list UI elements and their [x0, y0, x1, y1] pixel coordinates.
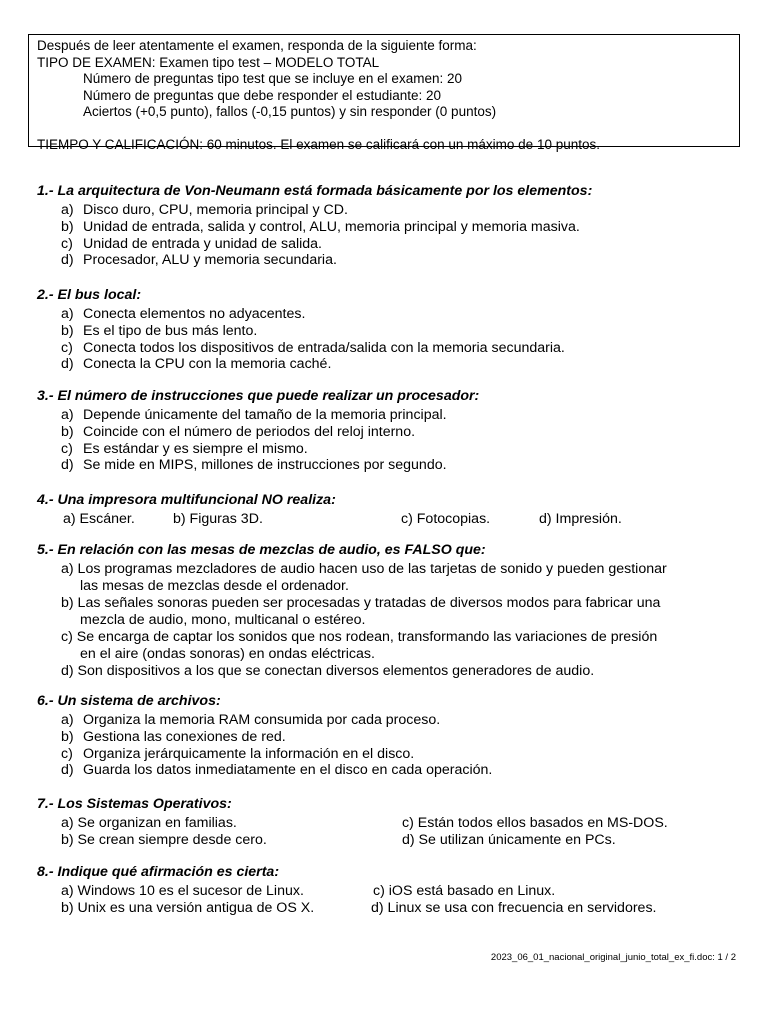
- question-title: 3.- El número de instrucciones que puede realizar un procesador:: [37, 388, 480, 404]
- answer-option[interactable]: b) Unix es una versión antigua de OS X.: [61, 900, 315, 916]
- question-title: 1.- La arquitectura de Von-Neumann está formada básicamente por los elementos:: [37, 183, 593, 199]
- answer-row: [37, 900, 747, 917]
- answer-option[interactable]: c) Conecta todos los dispositivos de entrada/salida con la memoria secundaria.: [61, 339, 565, 356]
- instructions-box: [28, 34, 740, 152]
- answer-option[interactable]: c) Es estándar y es siempre el mismo.: [61, 440, 308, 457]
- answer-option[interactable]: d) Linux se usa con frecuencia en servidores.: [371, 900, 657, 916]
- answer-option[interactable]: b) Figuras 3D.: [173, 511, 263, 527]
- answer-option[interactable]: a) Conecta elementos no adyacentes.: [61, 306, 306, 322]
- question-title: 5.- En relación con las mesas de mezclas de audio, es FALSO que:: [37, 542, 486, 558]
- answer-option[interactable]: b) Las señales sonoras pueden ser procesadas y tratadas de diversos modos para fabricar una mezcla de audio, mono, multicanal o estéreo.: [61, 595, 661, 628]
- question-title: 7.- Los Sistemas Operativos:: [37, 796, 232, 812]
- answer-option[interactable]: a) Windows 10 es el sucesor de Linux.: [61, 883, 304, 899]
- question-title: 8.- Indique qué afirmación es cierta:: [37, 864, 280, 880]
- answer-option[interactable]: d) Se mide en MIPS, millones de instrucciones por segundo.: [61, 457, 447, 474]
- question-6: [37, 692, 747, 779]
- answer-option[interactable]: a) Disco duro, CPU, memoria principal y CD.: [61, 202, 348, 218]
- answer-option[interactable]: c) iOS está basado en Linux.: [373, 883, 556, 899]
- question-7: [37, 795, 747, 849]
- question-5: [37, 541, 747, 680]
- question-3: [37, 387, 747, 474]
- answer-row: [37, 511, 747, 528]
- answer-option[interactable]: c) Están todos ellos basados en MS-DOS.: [402, 815, 668, 831]
- answer-option[interactable]: b) Se crean siempre desde cero.: [61, 832, 267, 848]
- question-8: [37, 863, 747, 917]
- answer-option[interactable]: d) Conecta la CPU con la memoria caché.: [61, 356, 332, 373]
- answer-option[interactable]: d) Se utilizan únicamente en PCs.: [402, 832, 616, 848]
- answer-option[interactable]: c) Se encarga de captar los sonidos que nos rodean, transformando las variaciones de presión en el aire (ondas sonoras) en ondas eléctricas.: [61, 629, 658, 662]
- answer-option[interactable]: b) Es el tipo de bus más lento.: [61, 322, 258, 339]
- answer-option[interactable]: a) Escáner.: [63, 511, 135, 527]
- question-1: [37, 182, 747, 269]
- answer-option[interactable]: d) Impresión.: [539, 511, 622, 527]
- page-footer: 2023_06_01_nacional_original_junio_total_ex_fi.doc: 1 / 2: [490, 952, 736, 963]
- answer-option[interactable]: d) Procesador, ALU y memoria secundaria.: [61, 252, 337, 269]
- exam-type: TIPO DE EXAMEN: Examen tipo test – MODELO TOTAL: [37, 54, 380, 70]
- time-and-grading: TIEMPO Y CALIFICACIÓN: 60 minutos. El examen se calificará con un máximo de 10 puntos.: [37, 136, 600, 152]
- instructions-line: Después de leer atentamente el examen, responda de la siguiente forma:: [37, 38, 477, 53]
- question-4: [37, 491, 747, 528]
- scoring-rules: Aciertos (+0,5 punto), fallos (-0,15 puntos) y sin responder (0 puntos): [83, 104, 497, 120]
- answer-option[interactable]: c) Unidad de entrada y unidad de salida.: [61, 235, 322, 252]
- answer-option[interactable]: c) Organiza jerárquicamente la información en el disco.: [61, 745, 415, 762]
- answer-option[interactable]: a) Se organizan en familias.: [61, 815, 237, 831]
- questions-included: Número de preguntas tipo test que se incluye en el examen: 20: [83, 71, 462, 87]
- answer-option[interactable]: b) Gestiona las conexiones de red.: [61, 728, 286, 745]
- answer-option[interactable]: a) Organiza la memoria RAM consumida por cada proceso.: [61, 712, 441, 728]
- answer-row: [37, 815, 747, 832]
- answer-option[interactable]: c) Fotocopias.: [401, 511, 491, 527]
- answer-option[interactable]: b) Unidad de entrada, salida y control, ALU, memoria principal y memoria masiva.: [61, 218, 580, 235]
- question-title: 4.- Una impresora multifuncional NO realiza:: [37, 492, 336, 508]
- answer-option[interactable]: a) Los programas mezcladores de audio hacen uso de las tarjetas de sonido y pueden gestionar las mesas de mezclas desde el ordenador.: [61, 561, 667, 594]
- question-title: 6.- Un sistema de archivos:: [37, 693, 221, 709]
- answer-option[interactable]: d) Guarda los datos inmediatamente en el disco en cada operación.: [61, 762, 493, 779]
- answer-option[interactable]: b) Coincide con el número de periodos del reloj interno.: [61, 423, 416, 440]
- question-title: 2.- El bus local:: [37, 287, 142, 303]
- answer-option[interactable]: d) Son dispositivos a los que se conectan diversos elementos generadores de audio.: [61, 663, 595, 679]
- question-2: [37, 286, 747, 373]
- answer-row: [37, 883, 747, 900]
- answer-option[interactable]: a) Depende únicamente del tamaño de la memoria principal.: [61, 407, 447, 423]
- answer-row: [37, 832, 747, 849]
- questions-to-answer: Número de preguntas que debe responder el estudiante: 20: [83, 87, 442, 103]
